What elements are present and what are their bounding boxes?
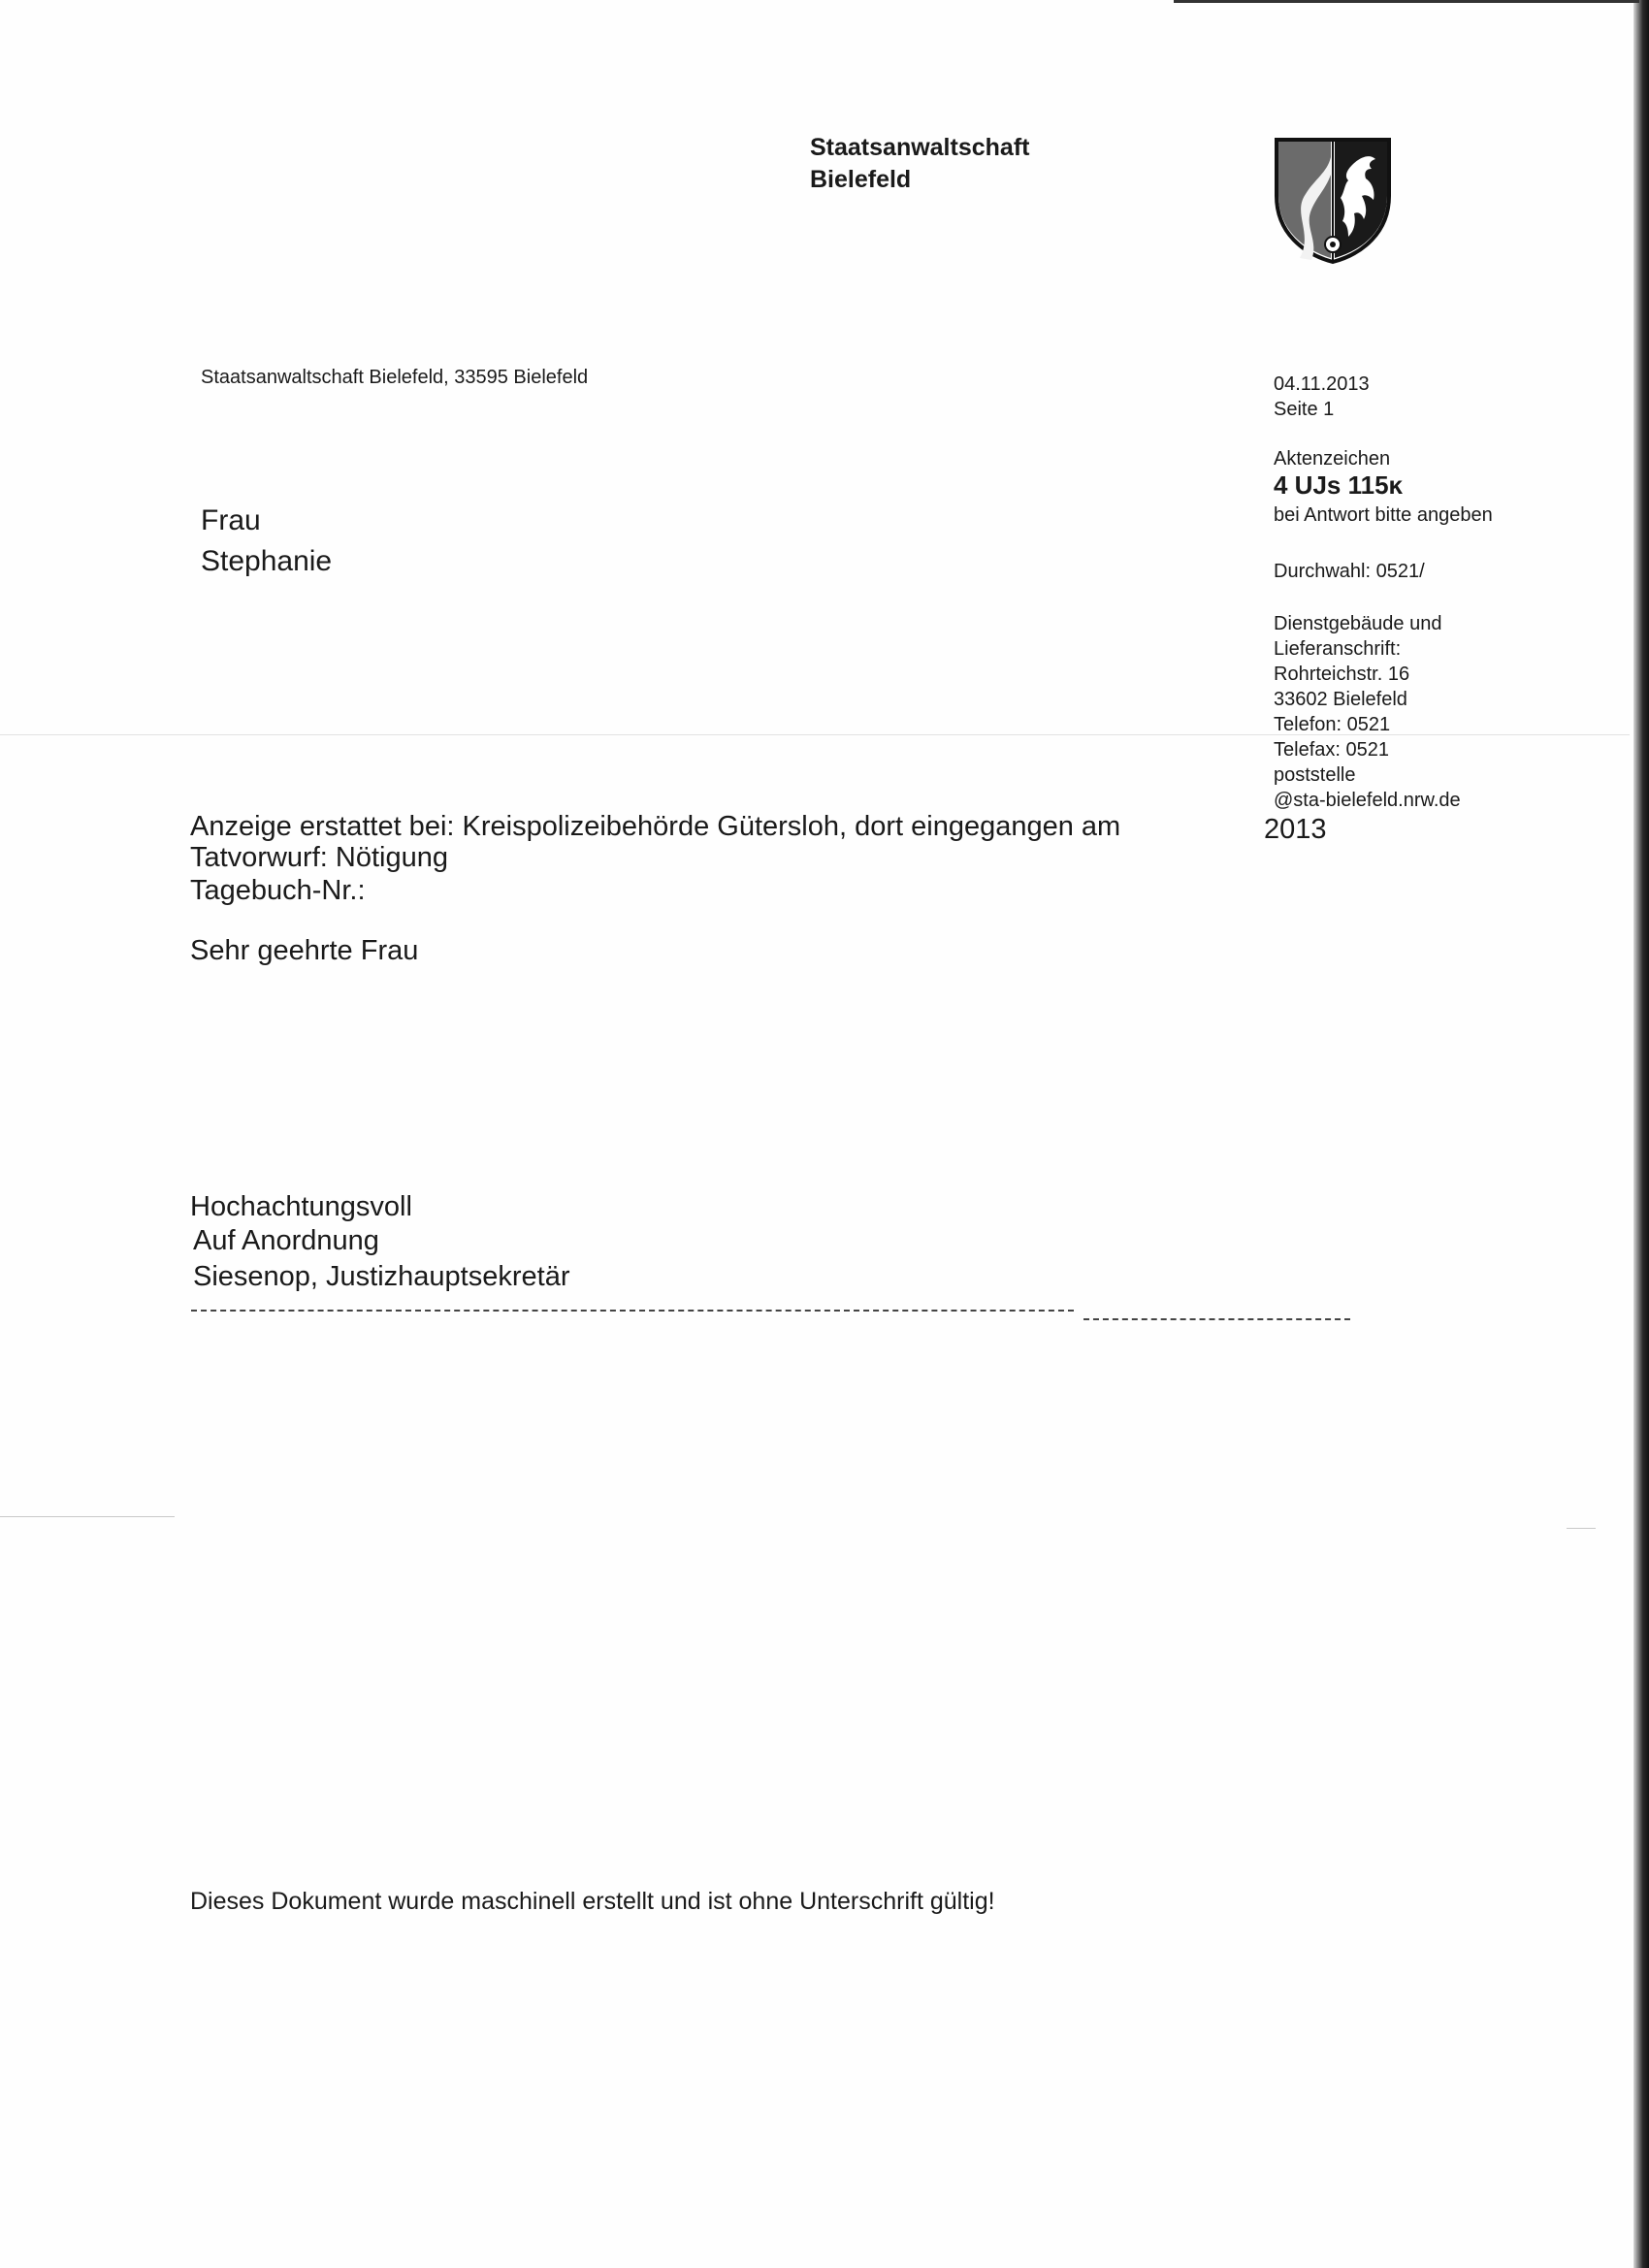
office-email-1: poststelle: [1274, 764, 1356, 786]
report-year: 2013: [1264, 814, 1327, 845]
office-street: Rohrteichstr. 16: [1274, 664, 1410, 685]
greeting: Sehr geehrte Frau: [190, 935, 419, 966]
recipient-address: [201, 501, 332, 582]
fold-mark-left: [0, 1516, 175, 1517]
accusation-line: Tatvorwurf: Nötigung: [190, 842, 448, 873]
file-reference-label: Aktenzeichen: [1274, 448, 1391, 470]
office-fax: Telefax: 0521: [1274, 739, 1389, 761]
fold-mark-right: [1567, 1528, 1596, 1529]
recipient-name: Stephanie: [201, 545, 333, 577]
diary-number-line: Tagebuch-Nr.:: [190, 875, 366, 906]
page-number: Seite 1: [1274, 399, 1335, 420]
report-line: Anzeige erstattet bei: Kreispolizeibehörde Gütersloh, dort eingegangen am: [190, 811, 1121, 842]
scan-edge: [1633, 0, 1649, 2268]
closing-line-3: Siesenop, Justizhauptsekretär: [193, 1261, 570, 1292]
authority-line-2: Bielefeld: [810, 166, 912, 193]
direct-dial: Durchwahl: 0521/: [1274, 561, 1425, 582]
letter-date: 04.11.2013: [1274, 373, 1370, 395]
authority-name: [810, 132, 1029, 196]
coat-of-arms-nrw-logo: [1273, 136, 1393, 266]
office-email-2: @sta-bielefeld.nrw.de: [1274, 790, 1461, 811]
recipient-salutation: Frau: [201, 504, 261, 536]
separator-right: [1083, 1318, 1350, 1320]
separator-left: [191, 1310, 1074, 1312]
scan-edge-top: [1174, 0, 1639, 3]
sender-return-address: Staatsanwaltschaft Bielefeld, 33595 Bielefeld: [201, 367, 589, 388]
closing-line-1: Hochachtungsvoll: [190, 1191, 412, 1222]
file-reference-value: 4 UJs 115ĸ: [1274, 470, 1404, 500]
file-reference: [1274, 472, 1403, 501]
machine-generated-note: Dieses Dokument wurde maschinell erstellt und ist ohne Unterschrift gültig!: [190, 1888, 995, 1915]
file-reference-note: bei Antwort bitte angeben: [1274, 504, 1493, 526]
office-address-label-1: Dienstgebäude und: [1274, 613, 1442, 634]
closing-line-2: Auf Anordnung: [193, 1225, 379, 1256]
office-phone: Telefon: 0521: [1274, 714, 1391, 735]
authority-line-1: Staatsanwaltschaft: [810, 134, 1030, 161]
office-city: 33602 Bielefeld: [1274, 689, 1407, 710]
office-address-label-2: Lieferanschrift:: [1274, 638, 1402, 660]
